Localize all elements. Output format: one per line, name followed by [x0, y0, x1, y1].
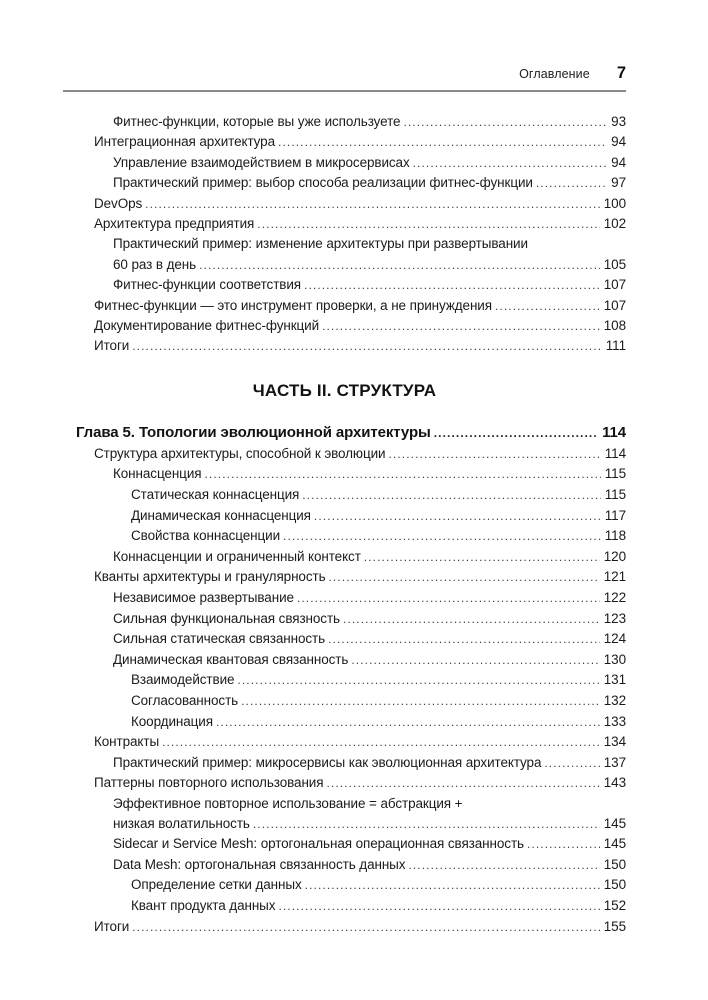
toc-entry-label: Коннасценция [113, 466, 202, 482]
toc-entry-page: 155 [603, 918, 626, 934]
toc-entry-label: Практический пример: изменение архитектуры при развертывании [113, 236, 528, 252]
dot-leader [253, 815, 600, 835]
toc-entry-row [63, 506, 626, 527]
dot-leader [241, 692, 600, 712]
toc-entry-row [63, 670, 626, 691]
toc-entry-row [63, 485, 626, 506]
toc-entry-page: 115 [604, 487, 626, 503]
toc-entry-row [63, 296, 626, 316]
dot-leader [278, 897, 599, 917]
dot-leader [237, 671, 599, 691]
toc-entry-page: 107 [603, 297, 626, 313]
toc-entry-label: Согласованность [131, 693, 239, 708]
dot-leader [434, 422, 598, 444]
toc-entry-label: Координация [131, 713, 213, 729]
toc-entry-label: Эффективное повторное использование = абстракция + [113, 795, 463, 811]
toc-entry-row [63, 834, 626, 855]
toc-entry-label: Квант продукта данных [131, 897, 276, 913]
toc-entry-row [63, 609, 626, 630]
toc-entry-row [63, 917, 626, 938]
toc-entry-label: Data Mesh: ортогональная связанность данных [113, 856, 406, 872]
toc-entry-page: 117 [604, 507, 626, 523]
dot-leader [204, 465, 600, 485]
toc-entry-label: Независимое развертывание [113, 590, 294, 606]
toc-entry-page: 94 [611, 134, 626, 150]
dot-leader [304, 275, 600, 295]
toc-entry-page: 124 [603, 631, 626, 647]
toc-entry-page: 133 [603, 713, 626, 729]
dot-leader [305, 876, 600, 896]
toc-entry-row [63, 234, 626, 254]
dot-leader [413, 153, 608, 173]
toc-entry-page: 122 [603, 590, 626, 606]
toc-entry-row [63, 444, 626, 465]
toc-entry-page: 150 [603, 877, 626, 893]
toc-entry-page: 137 [603, 754, 626, 770]
dot-leader [544, 754, 599, 774]
toc-entry-page: 105 [603, 256, 626, 272]
toc-entry-label: Фитнес-функции, которые вы уже используете [113, 114, 401, 129]
toc-entry-row [63, 526, 626, 547]
toc-entry-label: 60 раз в день [113, 256, 197, 272]
toc-entry-row [63, 753, 626, 774]
toc-entry-page: 121 [603, 569, 626, 585]
toc-entry-label: Глава 5. Топологии эволюционной архитектуры [76, 423, 431, 441]
toc-entry-row [63, 275, 626, 295]
toc-entry-row [63, 814, 626, 835]
dot-leader [536, 173, 607, 193]
toc-entry-row [63, 855, 626, 876]
dot-leader [283, 527, 601, 547]
toc-entry-row [63, 567, 626, 588]
toc-entry-page: 97 [611, 175, 626, 191]
toc-entry-row [63, 316, 626, 336]
toc-entry-page: 145 [603, 815, 626, 831]
toc-entry-page: 100 [603, 195, 626, 211]
dot-leader [132, 336, 602, 356]
part-heading: ЧАСТЬ II. СТРУКТУРА [252, 380, 437, 400]
dot-leader [343, 610, 600, 630]
toc-entry-page: 130 [603, 651, 626, 667]
toc-entry-row [63, 112, 626, 132]
toc-entry-label: DevOps [94, 195, 143, 211]
toc-entry-page: 107 [603, 277, 626, 293]
toc-entry-label: Sidecar и Service Mesh: ортогональная операционная связанность [113, 836, 524, 852]
toc-entry-page: 111 [605, 338, 626, 354]
dot-leader [132, 918, 600, 938]
toc-entry-page: 118 [604, 528, 626, 544]
dot-leader [329, 568, 600, 588]
toc-entry-page: 150 [603, 856, 626, 872]
toc-entry-label: Взаимодействие [131, 672, 235, 688]
dot-leader [527, 835, 600, 855]
toc-entry-row [63, 588, 626, 609]
toc-entry-page: 131 [603, 672, 626, 688]
toc-entry-label: Статическая коннасценция [131, 487, 300, 503]
dot-leader [322, 316, 600, 336]
toc-entry-label: Управление взаимодействием в микросервисах [113, 154, 410, 170]
toc-entry-label: Документирование фитнес-функций [94, 318, 320, 334]
dot-leader [162, 733, 600, 753]
toc-entry-page: 114 [604, 445, 626, 461]
toc-entry-row [63, 794, 626, 814]
toc-entry-page: 152 [603, 897, 626, 913]
toc-entry-page: 93 [611, 114, 626, 129]
toc-entry-page: 94 [611, 154, 626, 170]
dot-leader [351, 651, 599, 671]
toc-list [63, 112, 626, 937]
toc-entry-label: Динамическая коннасценция [131, 507, 311, 523]
toc-entry-label: Практический пример: микросервисы как эволюционная архитектура [113, 754, 542, 770]
toc-entry-row [63, 732, 626, 753]
dot-leader [145, 194, 600, 214]
dot-leader [403, 112, 607, 132]
toc-entry-row [63, 773, 626, 794]
toc-entry-label: Контракты [94, 734, 160, 750]
toc-entry-page: 114 [602, 423, 626, 441]
toc-entry-row [63, 691, 626, 712]
dot-leader [388, 445, 600, 465]
toc-entry-label: Паттерны повторного использования [94, 775, 324, 791]
toc-entry-row [63, 712, 626, 733]
toc-entry-page: 123 [603, 610, 626, 626]
dot-leader [326, 774, 599, 794]
dot-leader [495, 296, 600, 316]
toc-entry-label: Кванты архитектуры и гранулярность [94, 569, 326, 585]
toc-entry-label: Практический пример: выбор способа реализации фитнес-функции [113, 175, 533, 191]
dot-leader [199, 255, 600, 275]
dot-leader [278, 132, 607, 152]
toc-entry-label: низкая волатильность [113, 815, 250, 831]
toc-entry-label: Структура архитектуры, способной к эволюции [94, 445, 386, 461]
toc-entry-row [63, 153, 626, 173]
dot-leader [257, 214, 600, 234]
toc-entry-label: Итоги [94, 338, 130, 354]
toc-entry-page: 143 [603, 775, 626, 791]
toc-entry-page: 102 [603, 216, 626, 232]
dot-leader [328, 630, 600, 650]
toc-entry-label: Динамическая квантовая связанность [113, 651, 349, 667]
toc-entry-label: Свойства коннасценции [131, 528, 281, 544]
dot-leader [302, 486, 601, 506]
toc-entry-label: Фитнес-функции соответствия [113, 277, 302, 293]
toc-entry-row [63, 255, 626, 275]
toc-entry-label: Архитектура предприятия [94, 216, 255, 232]
running-header [63, 64, 626, 92]
dot-leader [297, 589, 600, 609]
dot-leader [314, 507, 601, 527]
toc-entry-label: Определение сетки данных [131, 877, 302, 893]
toc-entry-row [63, 896, 626, 917]
toc-entry-row [63, 629, 626, 650]
toc-entry-label: Коннасценции и ограниченный контекст [113, 548, 361, 564]
toc-entry-page: 132 [603, 693, 626, 708]
toc-entry-label: Сильная функциональная связность [113, 610, 340, 626]
toc-entry-row [63, 336, 626, 356]
page-number: 7 [616, 64, 626, 82]
toc-entry-row [63, 547, 626, 568]
toc-entry-page: 120 [603, 548, 626, 564]
toc-entry-label: Фитнес-функции — это инструмент проверки, а не принуждения [94, 297, 492, 313]
toc-entry-label: Интеграционная архитектура [94, 134, 276, 150]
toc-entry-page: 108 [603, 318, 626, 334]
toc-entry-row [63, 132, 626, 152]
toc-entry-label: Итоги [94, 918, 130, 934]
toc-entry-row [63, 875, 626, 896]
dot-leader [216, 713, 600, 733]
toc-chapter-row [63, 422, 626, 444]
toc-entry-page: 134 [603, 734, 626, 750]
running-header-title: Оглавление [519, 67, 590, 81]
toc-entry-row [63, 650, 626, 671]
toc-entry-page: 115 [604, 466, 626, 482]
toc-entry-label: Сильная статическая связанность [113, 631, 326, 647]
toc-entry-row [63, 173, 626, 193]
toc-entry-page: 145 [603, 836, 626, 852]
dot-leader [364, 548, 600, 568]
toc-entry-row [63, 464, 626, 485]
toc-entry-row [63, 194, 626, 214]
toc-entry-row [63, 214, 626, 234]
dot-leader [408, 856, 599, 876]
